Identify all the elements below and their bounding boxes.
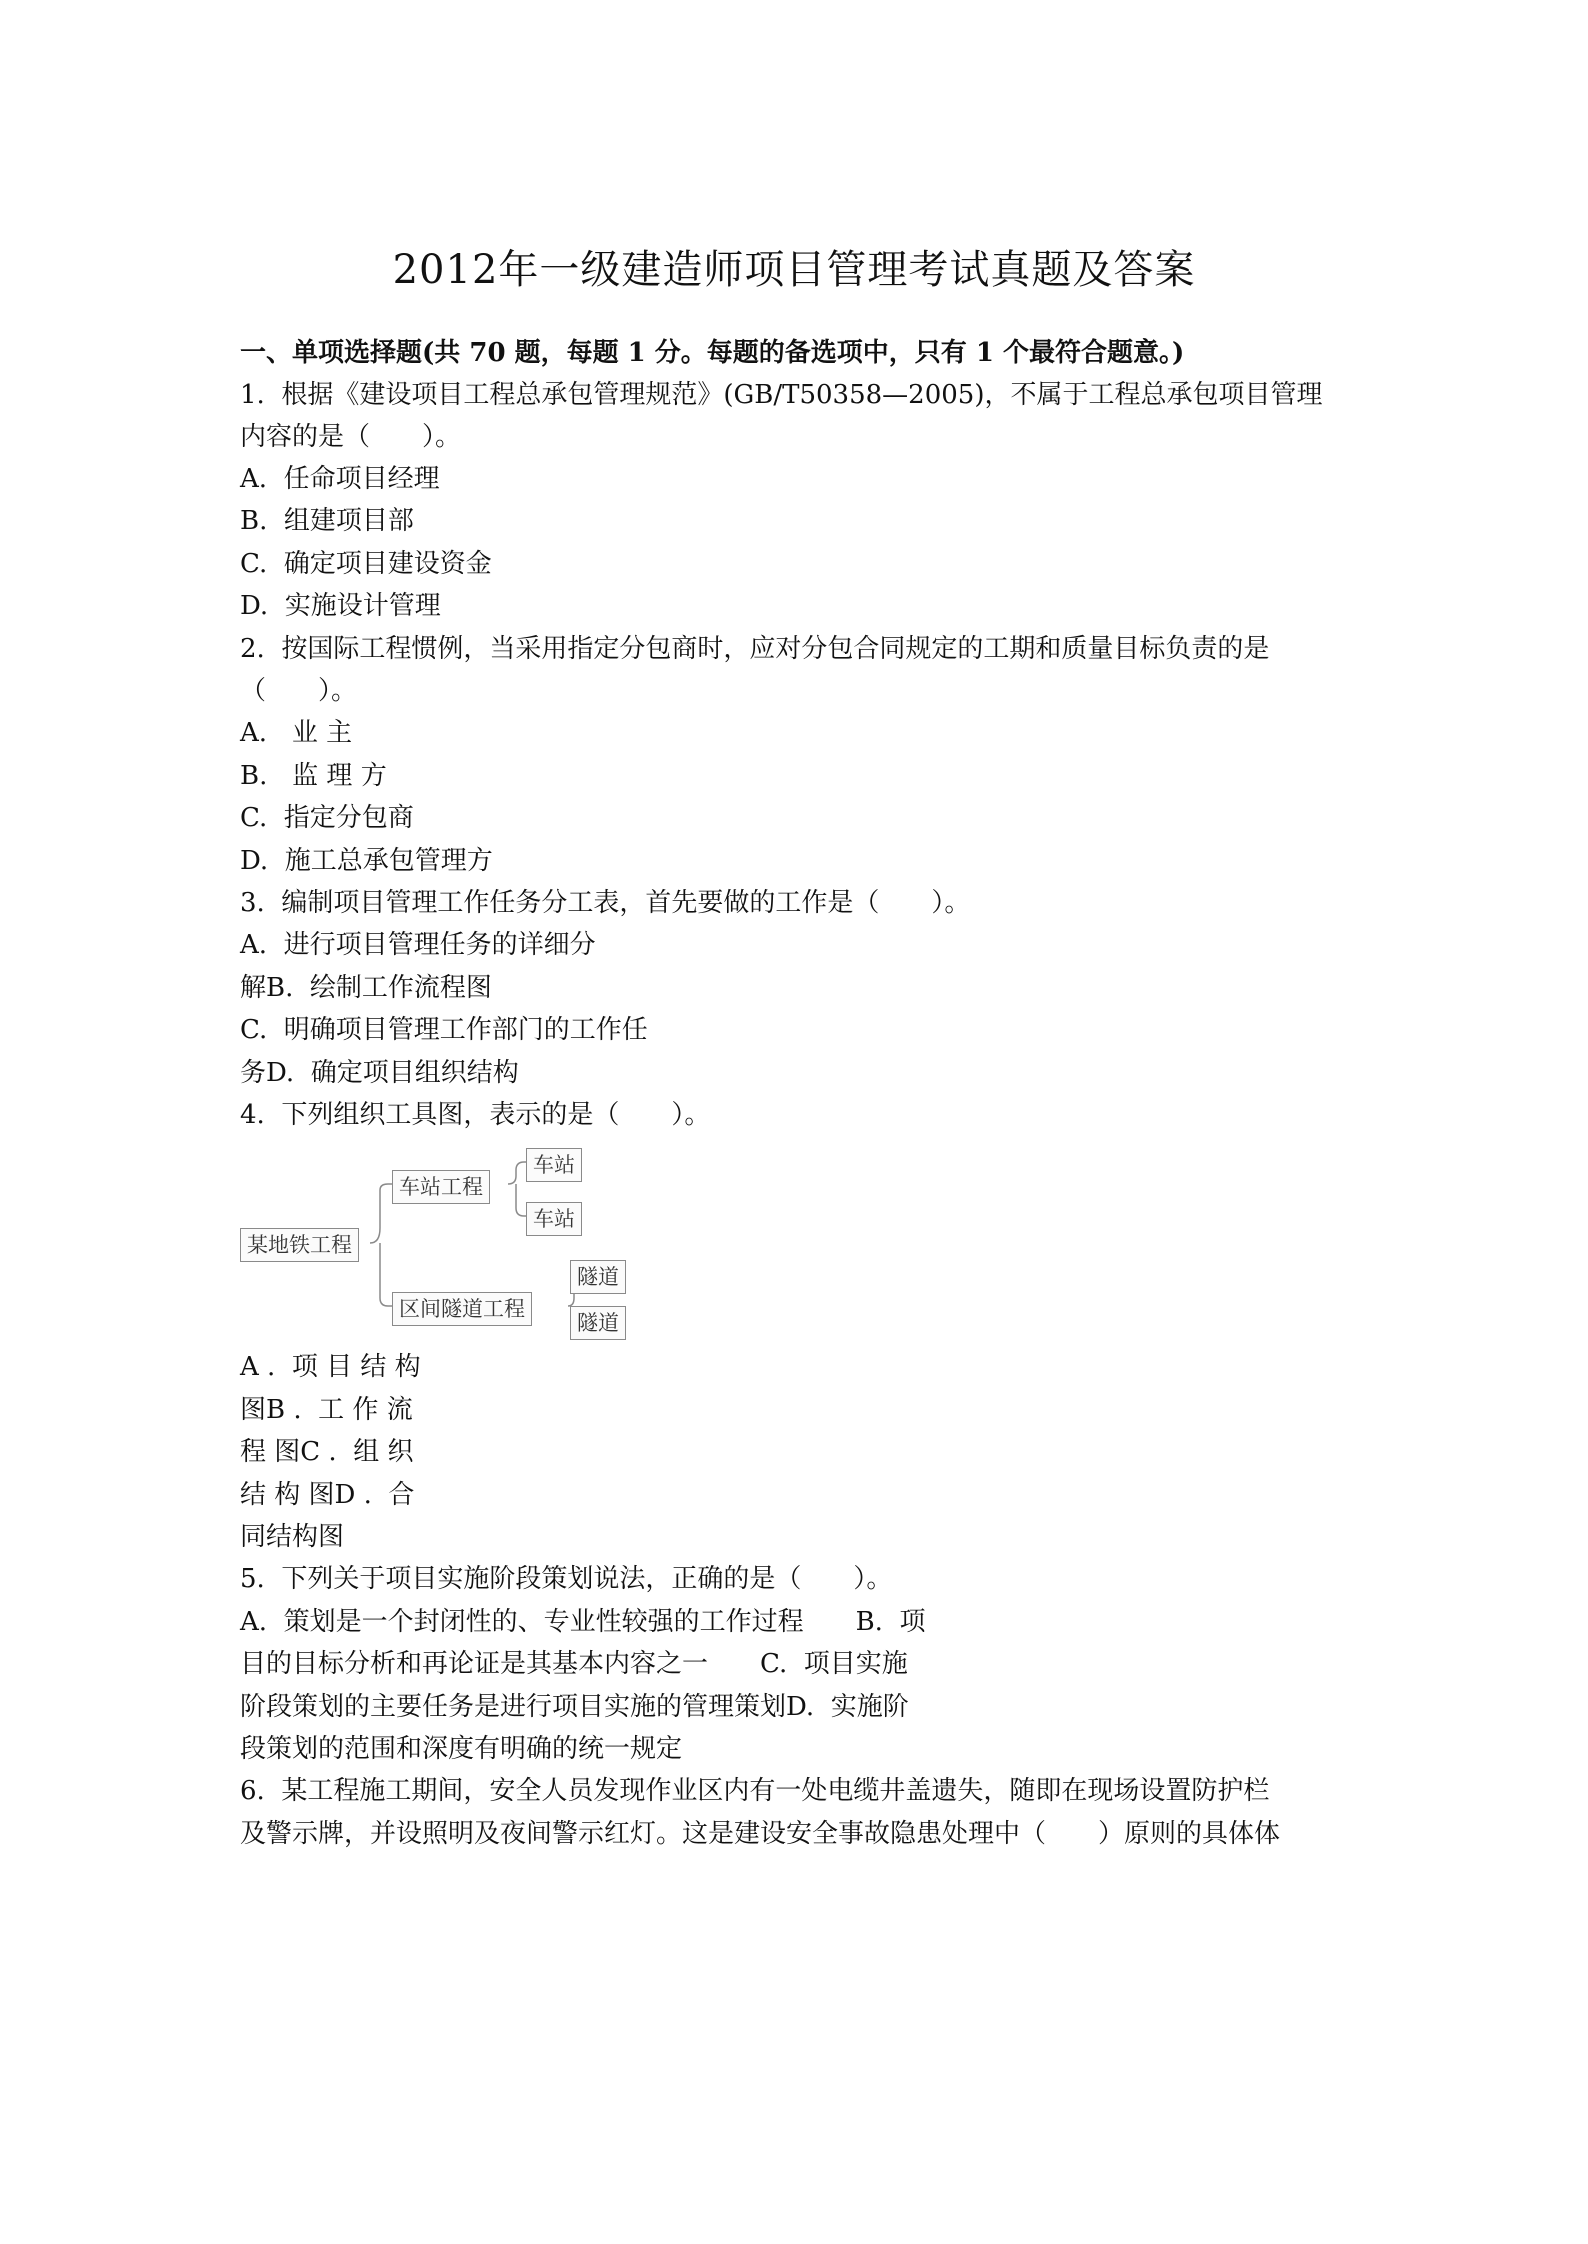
- option-line: 段策划的范围和深度有明确的统一规定: [240, 1734, 683, 1764]
- option-line: C. 指定分包商: [240, 803, 414, 833]
- option-line: D. 施工总承包管理方: [240, 846, 493, 876]
- option-line: 阶段策划的主要任务是进行项目实施的管理策划D. 实施阶: [240, 1692, 909, 1722]
- text-line: 1. 根据《建设项目工程总承包管理规范》(GB/T50358—2005)，不属于工程总承包项目管理: [240, 380, 1323, 410]
- option-line: A. 业 主: [240, 718, 353, 748]
- text-line: 内容的是（ ）。: [240, 422, 462, 452]
- diagram-leaf-node: 隧道: [570, 1260, 626, 1294]
- option-line: B. 监 理 方: [240, 761, 387, 791]
- project-structure-diagram: [240, 1148, 630, 1338]
- option-line: 图B . 工 作 流: [240, 1395, 413, 1425]
- option-line: A. 任命项目经理: [240, 464, 440, 494]
- option-line: 同结构图: [240, 1522, 345, 1552]
- diagram-root-node: 某地铁工程: [240, 1228, 359, 1262]
- diagram-leaf-node: 车站: [526, 1202, 582, 1236]
- option-line: 务D. 确定项目组织结构: [240, 1058, 519, 1088]
- option-line: C. 确定项目建设资金: [240, 549, 492, 579]
- text-line: 5. 下列关于项目实施阶段策划说法，正确的是（ ）。: [240, 1564, 893, 1594]
- option-line: A. 进行项目管理任务的详细分: [240, 930, 596, 960]
- option-line: B. 组建项目部: [240, 506, 414, 536]
- section-heading: 一、单项选择题(共 70 题，每题 1 分。每题的备选项中，只有 1 个最符合题意。): [240, 338, 1185, 368]
- option-line: 结 构 图D . 合: [240, 1480, 415, 1510]
- option-line: A . 项 目 结 构: [240, 1352, 421, 1382]
- text-line: （ ）。: [240, 676, 358, 706]
- option-line: 目的目标分析和再论证是其基本内容之一 C. 项目实施: [240, 1649, 908, 1679]
- option-line: 程 图C . 组 织: [240, 1437, 414, 1467]
- page-title: 2012年一级建造师项目管理考试真题及答案: [392, 247, 1196, 293]
- option-line: 解B. 绘制工作流程图: [240, 973, 492, 1003]
- text-line: 及警示牌，并设照明及夜间警示红灯。这是建设安全事故隐患处理中（ ）原则的具体体: [240, 1819, 1281, 1849]
- text-line: 6. 某工程施工期间，安全人员发现作业区内有一处电缆井盖遗失，随即在现场设置防护栏: [240, 1776, 1270, 1806]
- option-line: A. 策划是一个封闭性的、专业性较强的工作过程 B. 项: [240, 1607, 926, 1637]
- diagram-branch-node: 车站工程: [392, 1170, 490, 1204]
- option-line: C. 明确项目管理工作部门的工作任: [240, 1015, 648, 1045]
- text-line: 2. 按国际工程惯例，当采用指定分包商时，应对分包合同规定的工期和质量目标负责的是: [240, 634, 1270, 664]
- text-line: 3. 编制项目管理工作任务分工表，首先要做的工作是（ ）。: [240, 888, 971, 918]
- diagram-branch-node: 区间隧道工程: [392, 1292, 532, 1326]
- text-line: 4. 下列组织工具图，表示的是（ ）。: [240, 1100, 711, 1130]
- option-line: D. 实施设计管理: [240, 591, 441, 621]
- diagram-leaf-node: 车站: [526, 1148, 582, 1182]
- diagram-leaf-node: 隧道: [570, 1306, 626, 1340]
